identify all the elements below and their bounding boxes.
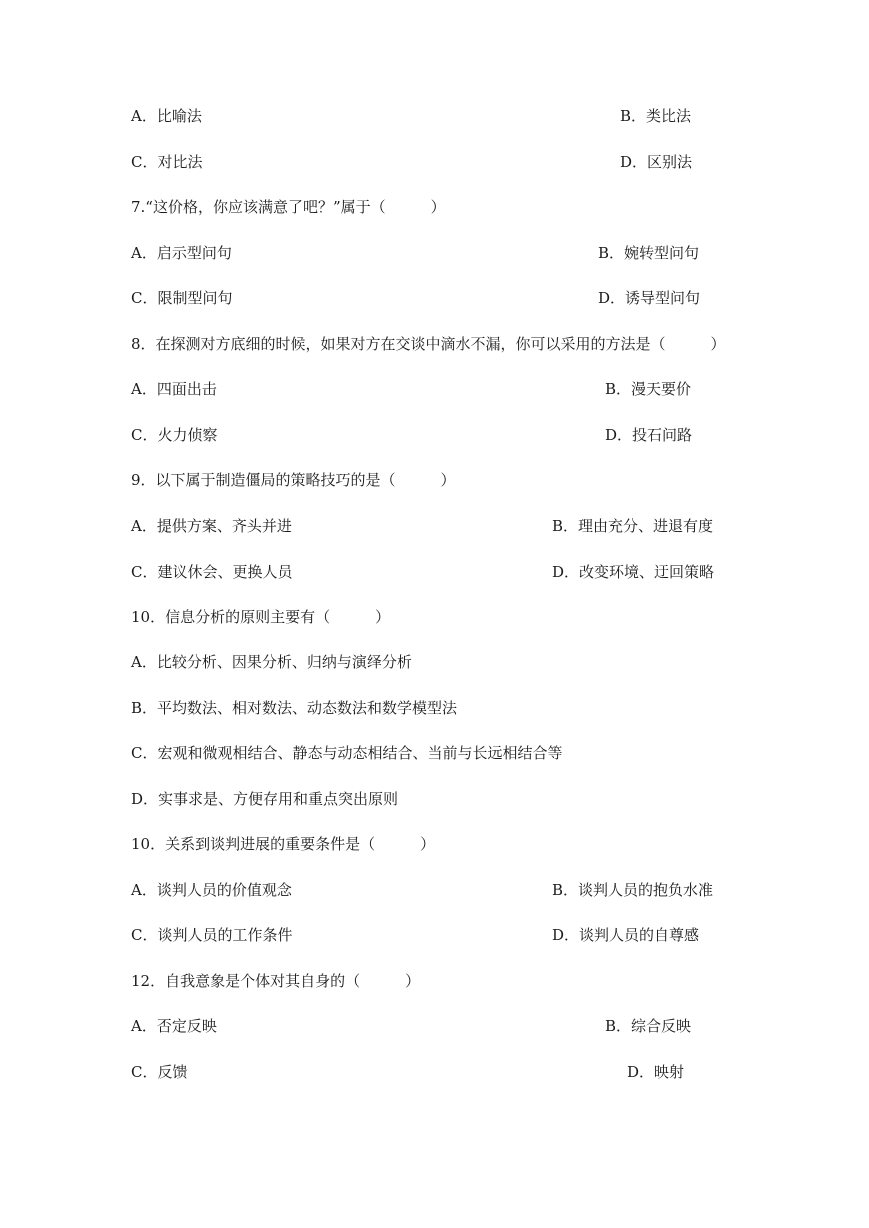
option-b: B．综合反映 — [605, 1017, 692, 1035]
option-c: C．宏观和微观相结合、静态与动态相结合、当前与长远相结合等 — [131, 744, 563, 762]
option-b: B．平均数法、相对数法、动态数法和数学模型法 — [131, 699, 458, 717]
option-c: C．火力侦察 — [131, 426, 218, 444]
option-b: B．漫天要价 — [605, 380, 692, 398]
question-stem: 10．信息分析的原则主要有（ ） — [131, 608, 391, 626]
option-b: B．理由充分、进退有度 — [552, 517, 714, 535]
option-d: D．投石问路 — [605, 426, 693, 444]
option-a: A．否定反映 — [131, 1017, 217, 1035]
question-stem: 12．自我意象是个体对其自身的（ ） — [131, 972, 421, 990]
option-b: B．谈判人员的抱负水准 — [552, 881, 714, 899]
option-a: A．四面出击 — [131, 380, 217, 398]
question-stem: 8．在探测对方底细的时候，如果对方在交谈中滴水不漏，你可以采用的方法是（ ） — [131, 335, 726, 353]
option-c: C．反馈 — [131, 1063, 188, 1081]
option-d: D．映射 — [627, 1063, 685, 1081]
option-a: A．提供方案、齐头并进 — [131, 517, 292, 535]
option-d: D．谈判人员的自尊感 — [552, 926, 700, 944]
option-d: D．改变环境、迂回策略 — [552, 563, 715, 581]
option-c: C．对比法 — [131, 153, 203, 171]
option-a: A．比较分析、因果分析、归纳与演绎分析 — [131, 653, 412, 671]
option-b: B．婉转型问句 — [598, 244, 700, 262]
option-d: D．诱导型问句 — [598, 289, 701, 307]
question-stem: 10．关系到谈判进展的重要条件是（ ） — [131, 835, 436, 853]
option-d: D．区别法 — [620, 153, 693, 171]
question-stem: 9．以下属于制造僵局的策略技巧的是（ ） — [131, 471, 456, 489]
option-b: B．类比法 — [620, 107, 692, 125]
question-stem: 7.“这价格，你应该满意了吧？”属于（ ） — [131, 198, 446, 216]
option-a: A．谈判人员的价值观念 — [131, 881, 292, 899]
option-c: C．建议休会、更换人员 — [131, 563, 293, 581]
option-c: C．谈判人员的工作条件 — [131, 926, 293, 944]
option-a: A．启示型问句 — [131, 244, 232, 262]
option-c: C．限制型问句 — [131, 289, 233, 307]
option-a: A．比喻法 — [131, 107, 202, 125]
option-d: D．实事求是、方便存用和重点突出原则 — [131, 790, 399, 808]
